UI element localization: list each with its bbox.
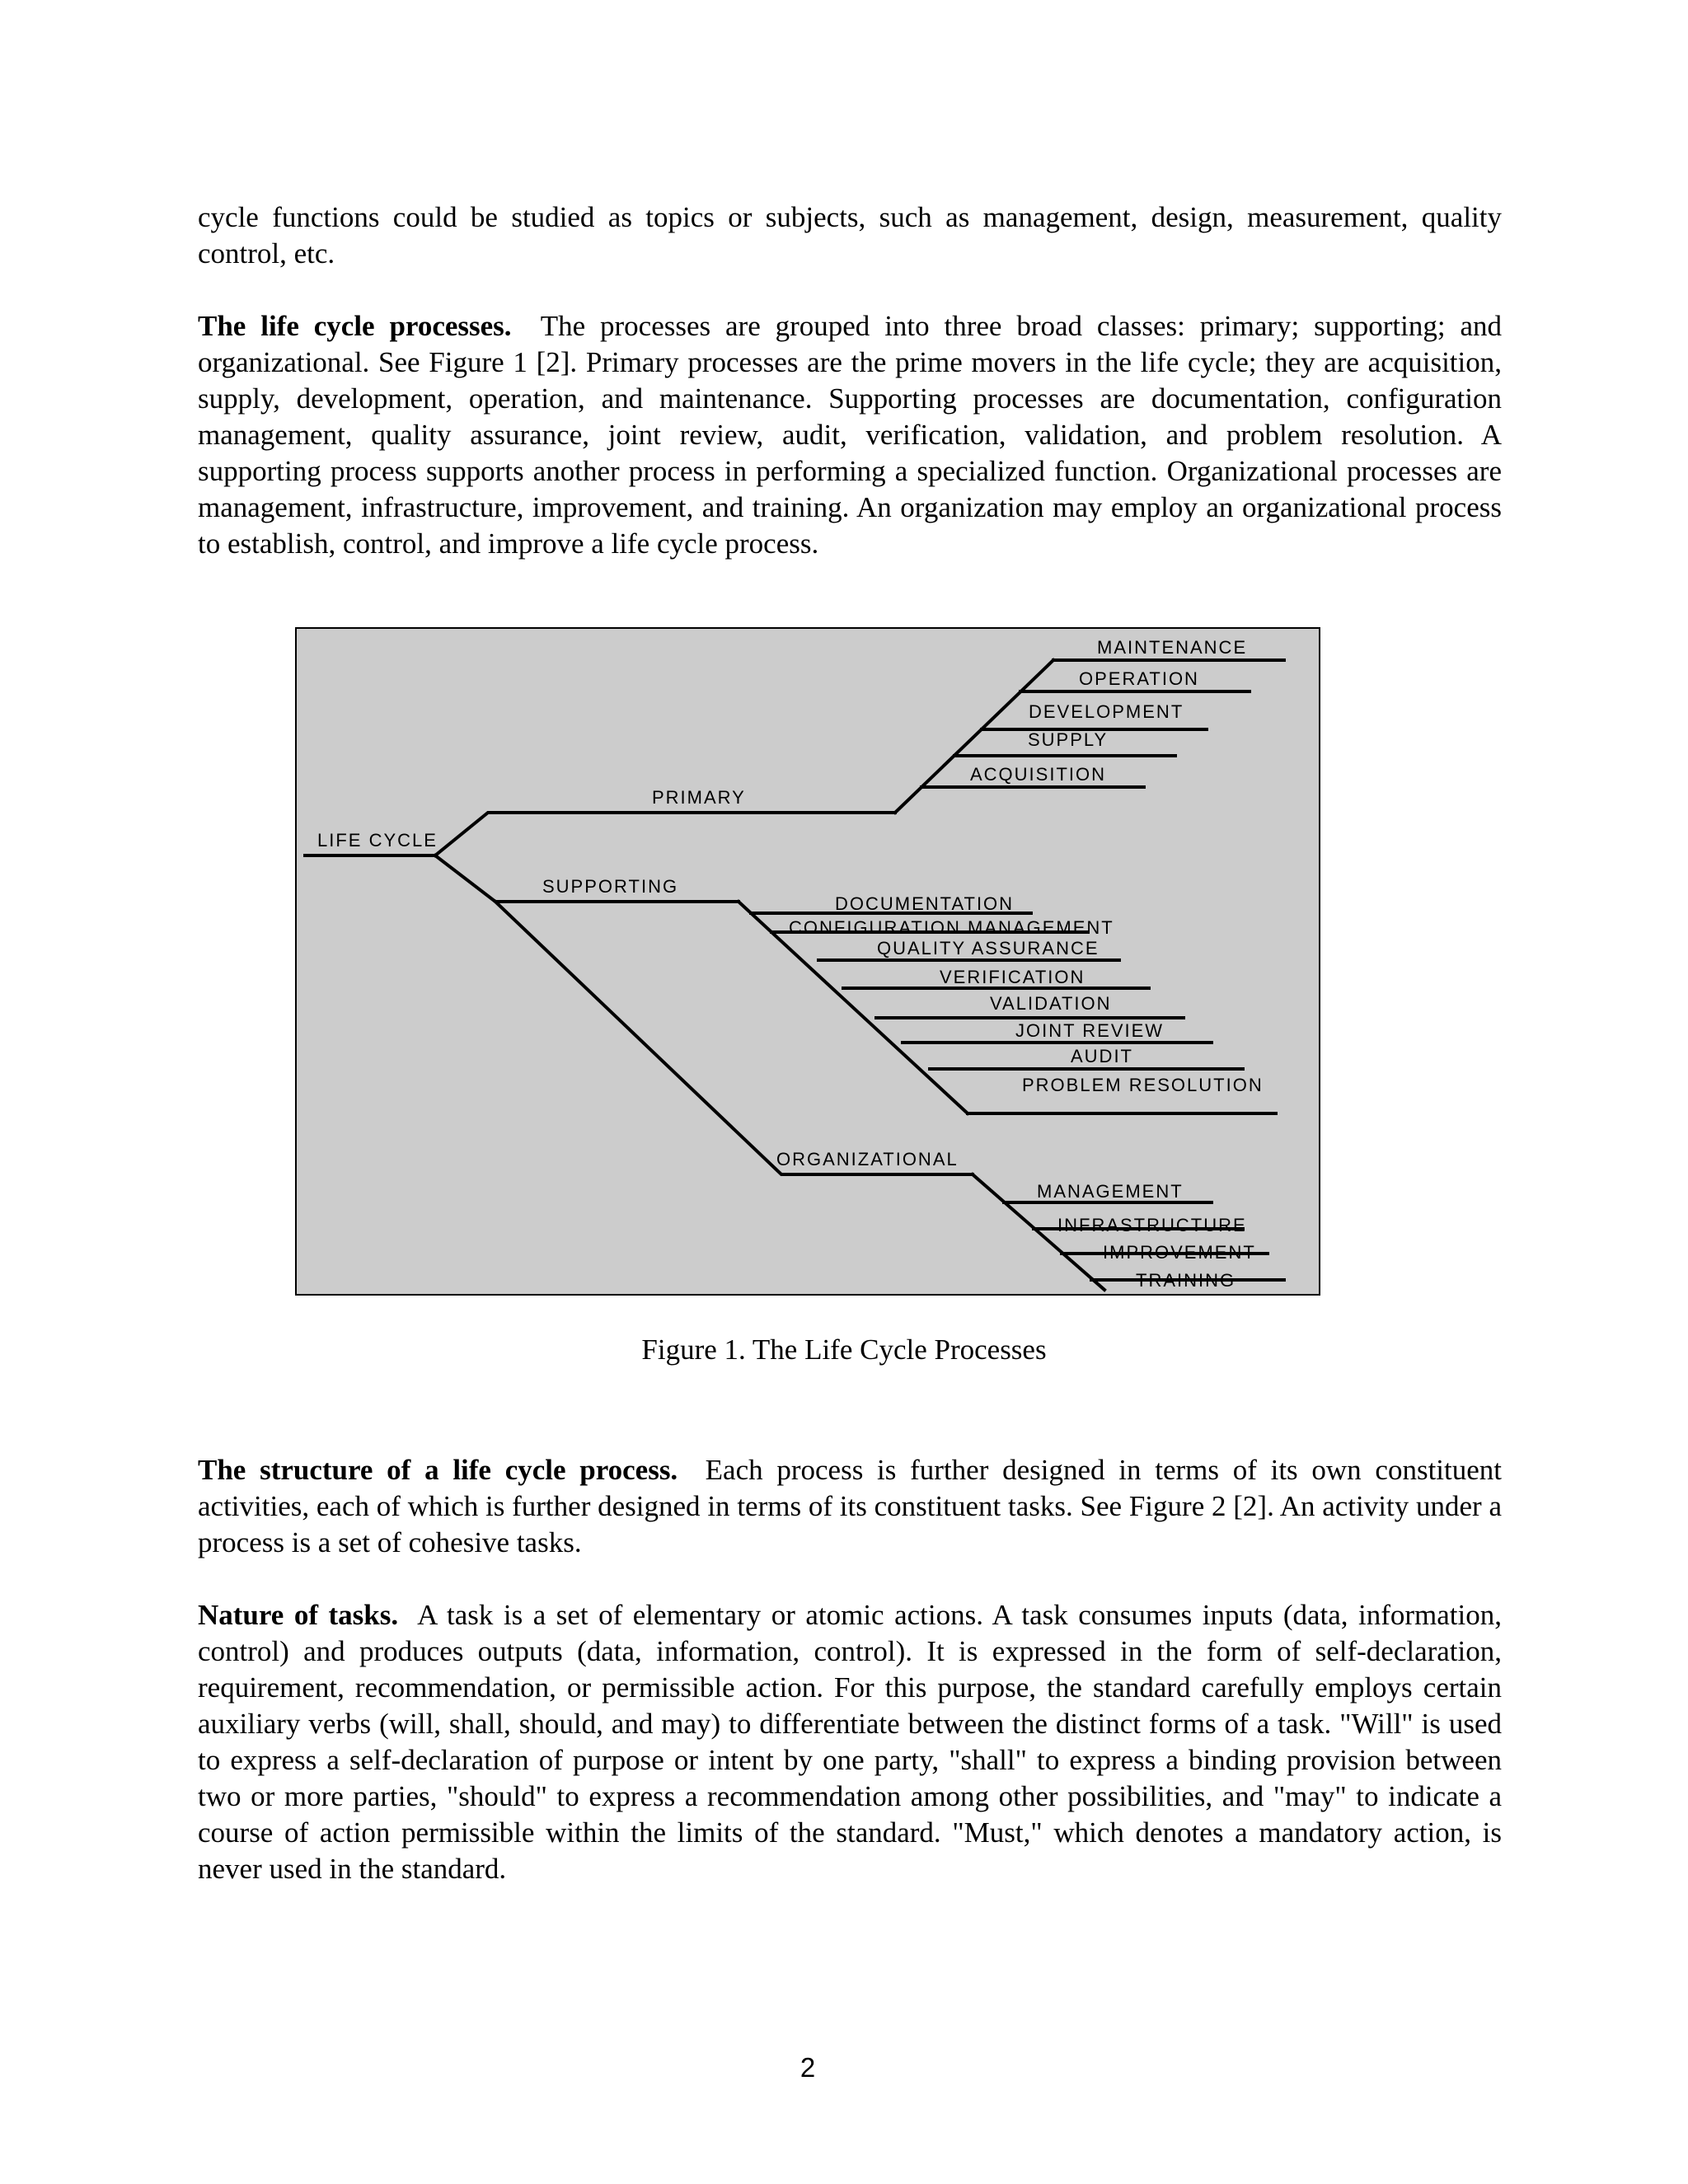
primary-label: PRIMARY bbox=[652, 787, 746, 808]
paragraph-body: Each process is further designed in terms of its own constituent activities, each of which is further designed in terms of its constituent tasks. See Figure 2 [2]. An activity under a process is a set of cohesive tasks. bbox=[198, 1454, 1503, 1558]
supporting-item: CONFIGURATION MANAGEMENT bbox=[789, 917, 1114, 938]
supporting-label: SUPPORTING bbox=[542, 876, 679, 897]
paragraph-heading: Nature of tasks. bbox=[198, 1599, 399, 1631]
primary-item: OPERATION bbox=[1079, 668, 1199, 689]
supporting-item: DOCUMENTATION bbox=[835, 893, 1015, 914]
page-number: 2 bbox=[799, 2052, 816, 2083]
nature-of-tasks-paragraph bbox=[198, 1597, 1502, 1887]
supporting-item: AUDIT bbox=[1071, 1046, 1133, 1066]
paragraph-body: A task is a set of elementary or atomic actions. A task consumes inputs (data, information, control) and produces outputs (data, information, control). It is expressed in the form of self-declaration, requirement, recommendation, or permissible action. For this purpose, the standard carefully employs certain auxiliary verbs (will, shall, should, and may) to differentiate between the distinct forms of a task. "Will" is used to express a self-declaration of purpose or intent by one party, "shall" to express a binding provision between two or more parties, "should" to express a recommendation among other possibilities, and "may" to indicate a course of action permissible within the limits of the standard. "Must," which denotes a mandatory action, is never used in the standard. bbox=[198, 1599, 1502, 1885]
organizational-item: MANAGEMENT bbox=[1037, 1181, 1184, 1202]
supporting-item: JOINT REVIEW bbox=[1015, 1020, 1165, 1041]
organizational-item: IMPROVEMENT bbox=[1103, 1242, 1256, 1263]
tree-diagram bbox=[295, 627, 1320, 1296]
primary-item: ACQUISITION bbox=[970, 764, 1107, 785]
paragraph-heading: The life cycle processes. bbox=[198, 310, 512, 342]
process-structure-paragraph bbox=[198, 1452, 1502, 1561]
supporting-item: PROBLEM RESOLUTION bbox=[1022, 1075, 1264, 1095]
figure-caption: Figure 1. The Life Cycle Processes bbox=[641, 1333, 1047, 1366]
life-cycle-processes-paragraph bbox=[198, 308, 1502, 562]
intro-paragraph: cycle functions could be studied as topics or subjects, such as management, design, measurement, quality control, etc. bbox=[198, 201, 1502, 269]
organizational-label: ORGANIZATIONAL bbox=[776, 1149, 959, 1169]
supporting-item: VERIFICATION bbox=[940, 967, 1085, 987]
paragraph-body: The processes are grouped into three broad classes: primary; supporting; and organizational. See Figure 1 [2]. Primary processes are the prime movers in the life cycle; they are acquisition, supply, development, operation, and maintenance. Supporting processes are documentation, configuration management, quality assurance, joint review, audit, verification, validation, and problem resolution. A supporting process supports another process in performing a specialized function. Organizational processes are management, infrastructure, improvement, and training. An organization may employ an organizational process to establish, control, and improve a life cycle process. bbox=[198, 310, 1502, 560]
organizational-item: INFRASTRUCTURE bbox=[1057, 1215, 1247, 1235]
primary-item: SUPPLY bbox=[1028, 729, 1109, 750]
primary-item: DEVELOPMENT bbox=[1029, 701, 1184, 722]
primary-item: MAINTENANCE bbox=[1097, 637, 1248, 658]
life-cycle-processes-figure bbox=[295, 627, 1320, 1296]
organizational-item: TRAINING bbox=[1136, 1270, 1236, 1291]
supporting-item: VALIDATION bbox=[990, 993, 1112, 1014]
root-label: LIFE CYCLE bbox=[317, 830, 438, 851]
supporting-item: QUALITY ASSURANCE bbox=[877, 938, 1100, 958]
paragraph-heading: The structure of a life cycle process. bbox=[198, 1454, 678, 1486]
